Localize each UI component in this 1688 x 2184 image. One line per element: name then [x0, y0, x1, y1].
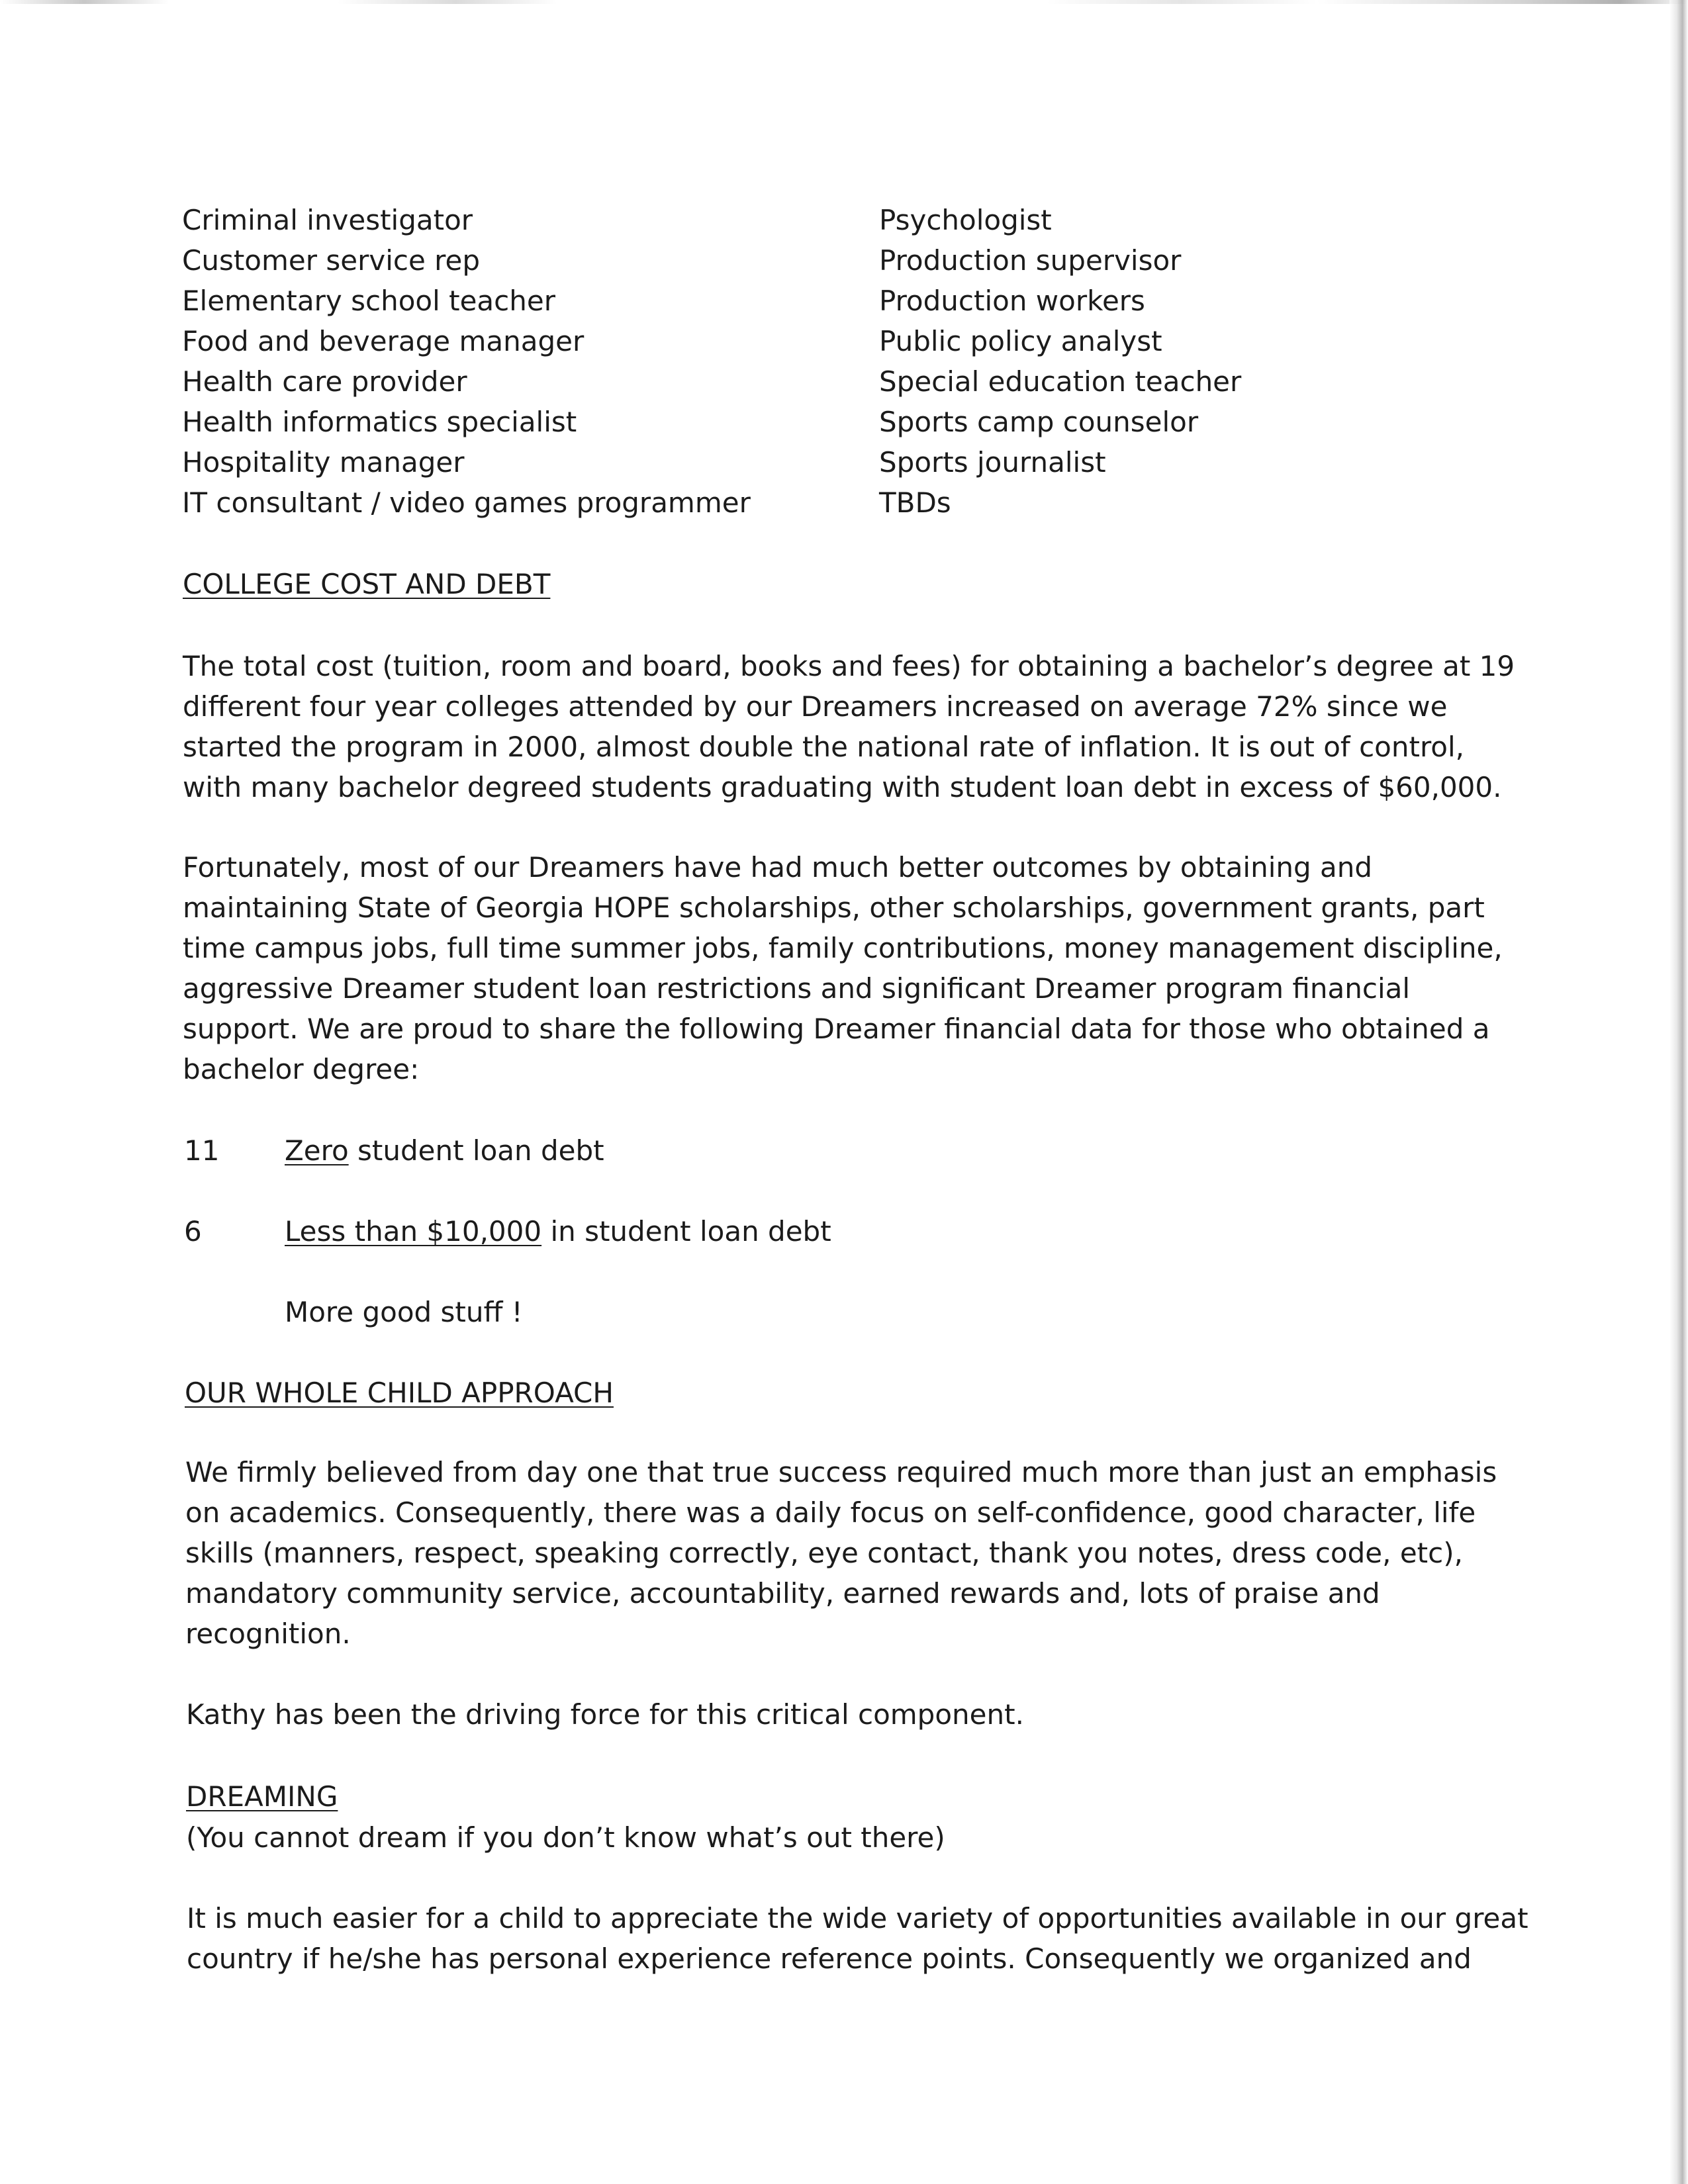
paragraph-line: with many bachelor degreed students graduating with student loan debt in excess of $60,000. — [183, 771, 1502, 803]
stat-zero-debt — [285, 1130, 604, 1171]
occupation-item: Production supervisor — [879, 244, 1182, 277]
occupation-item: Sports journalist — [879, 446, 1106, 478]
paragraph-line: recognition. — [185, 1617, 351, 1650]
stat-low-debt-text: in student loan debt — [541, 1215, 831, 1248]
stat-zero-debt-text: student loan debt — [348, 1134, 604, 1167]
stat-count-zero-debt: 11 — [184, 1134, 220, 1167]
stat-low-debt — [285, 1211, 831, 1251]
occupation-item: Customer service rep — [182, 244, 481, 277]
college-cost-paragraph-1 — [183, 646, 1515, 807]
paragraph-line: skills (manners, respect, speaking correctly, eye contact, thank you notes, dress code, etc), — [185, 1537, 1463, 1569]
occupation-item: Health care provider — [182, 365, 467, 398]
more-good-stuff: More good stuff ! — [285, 1296, 523, 1328]
paragraph-line: different four year colleges attended by our Dreamers increased on average 72% since we — [183, 690, 1448, 723]
paragraph-line: support. We are proud to share the following Dreamer financial data for those who obtained a — [183, 1013, 1490, 1045]
occupation-item: Public policy analyst — [879, 325, 1162, 357]
occupation-item: Production workers — [879, 285, 1145, 317]
paragraph-line: Fortunately, most of our Dreamers have had much better outcomes by obtaining and — [183, 851, 1373, 884]
stat-zero-debt-emphasis: Zero — [285, 1134, 349, 1167]
occupation-item: Special education teacher — [879, 365, 1242, 398]
occupations-left-column — [182, 200, 751, 523]
paragraph-line: started the program in 2000, almost double the national rate of inflation. It is out of control, — [183, 731, 1464, 763]
occupation-item: IT consultant / video games programmer — [182, 486, 751, 519]
paragraph-line: aggressive Dreamer student loan restrictions and significant Dreamer program financial — [183, 972, 1411, 1005]
occupation-item: Food and beverage manager — [182, 325, 585, 357]
dreaming-heading: DREAMING — [186, 1780, 338, 1813]
college-cost-heading: COLLEGE COST AND DEBT — [183, 568, 551, 600]
paragraph-line: bachelor degree: — [183, 1053, 420, 1085]
paragraph-line: maintaining State of Georgia HOPE scholarships, other scholarships, government grants, part — [183, 891, 1485, 924]
occupations-right-column — [879, 200, 1241, 523]
occupation-item: Criminal investigator — [182, 204, 473, 236]
paragraph-line: time campus jobs, full time summer jobs, family contributions, money management discipline, — [183, 932, 1503, 964]
stat-count-low-debt: 6 — [184, 1215, 202, 1248]
college-cost-paragraph-2 — [183, 847, 1503, 1089]
occupation-item: Sports camp counselor — [879, 406, 1199, 438]
occupation-item: Hospitality manager — [182, 446, 465, 478]
paragraph-line: The total cost (tuition, room and board, books and fees) for obtaining a bachelor’s degree at 19 — [183, 650, 1515, 682]
paragraph-line: We firmly believed from day one that true success required much more than just an emphasis — [185, 1456, 1497, 1488]
whole-child-paragraph-1 — [185, 1452, 1497, 1654]
occupation-item: Psychologist — [879, 204, 1052, 236]
paragraph-line: on academics. Consequently, there was a daily focus on self-confidence, good character, life — [185, 1496, 1476, 1529]
occupation-item: TBDs — [879, 486, 951, 519]
paragraph-line: It is much easier for a child to appreciate the wide variety of opportunities available in our great — [187, 1902, 1528, 1934]
whole-child-heading: OUR WHOLE CHILD APPROACH — [185, 1377, 614, 1409]
occupation-item: Health informatics specialist — [182, 406, 577, 438]
dreaming-subheading: (You cannot dream if you don’t know what’s out there) — [186, 1821, 945, 1854]
stat-low-debt-emphasis: Less than $10,000 — [285, 1215, 542, 1248]
occupation-item: Elementary school teacher — [182, 285, 555, 317]
dreaming-paragraph-1 — [187, 1898, 1528, 1979]
paragraph-line: country if he/she has personal experience reference points. Consequently we organized and — [187, 1942, 1472, 1975]
whole-child-paragraph-2: Kathy has been the driving force for this critical component. — [186, 1698, 1024, 1731]
paragraph-line: mandatory community service, accountability, earned rewards and, lots of praise and — [185, 1577, 1380, 1610]
